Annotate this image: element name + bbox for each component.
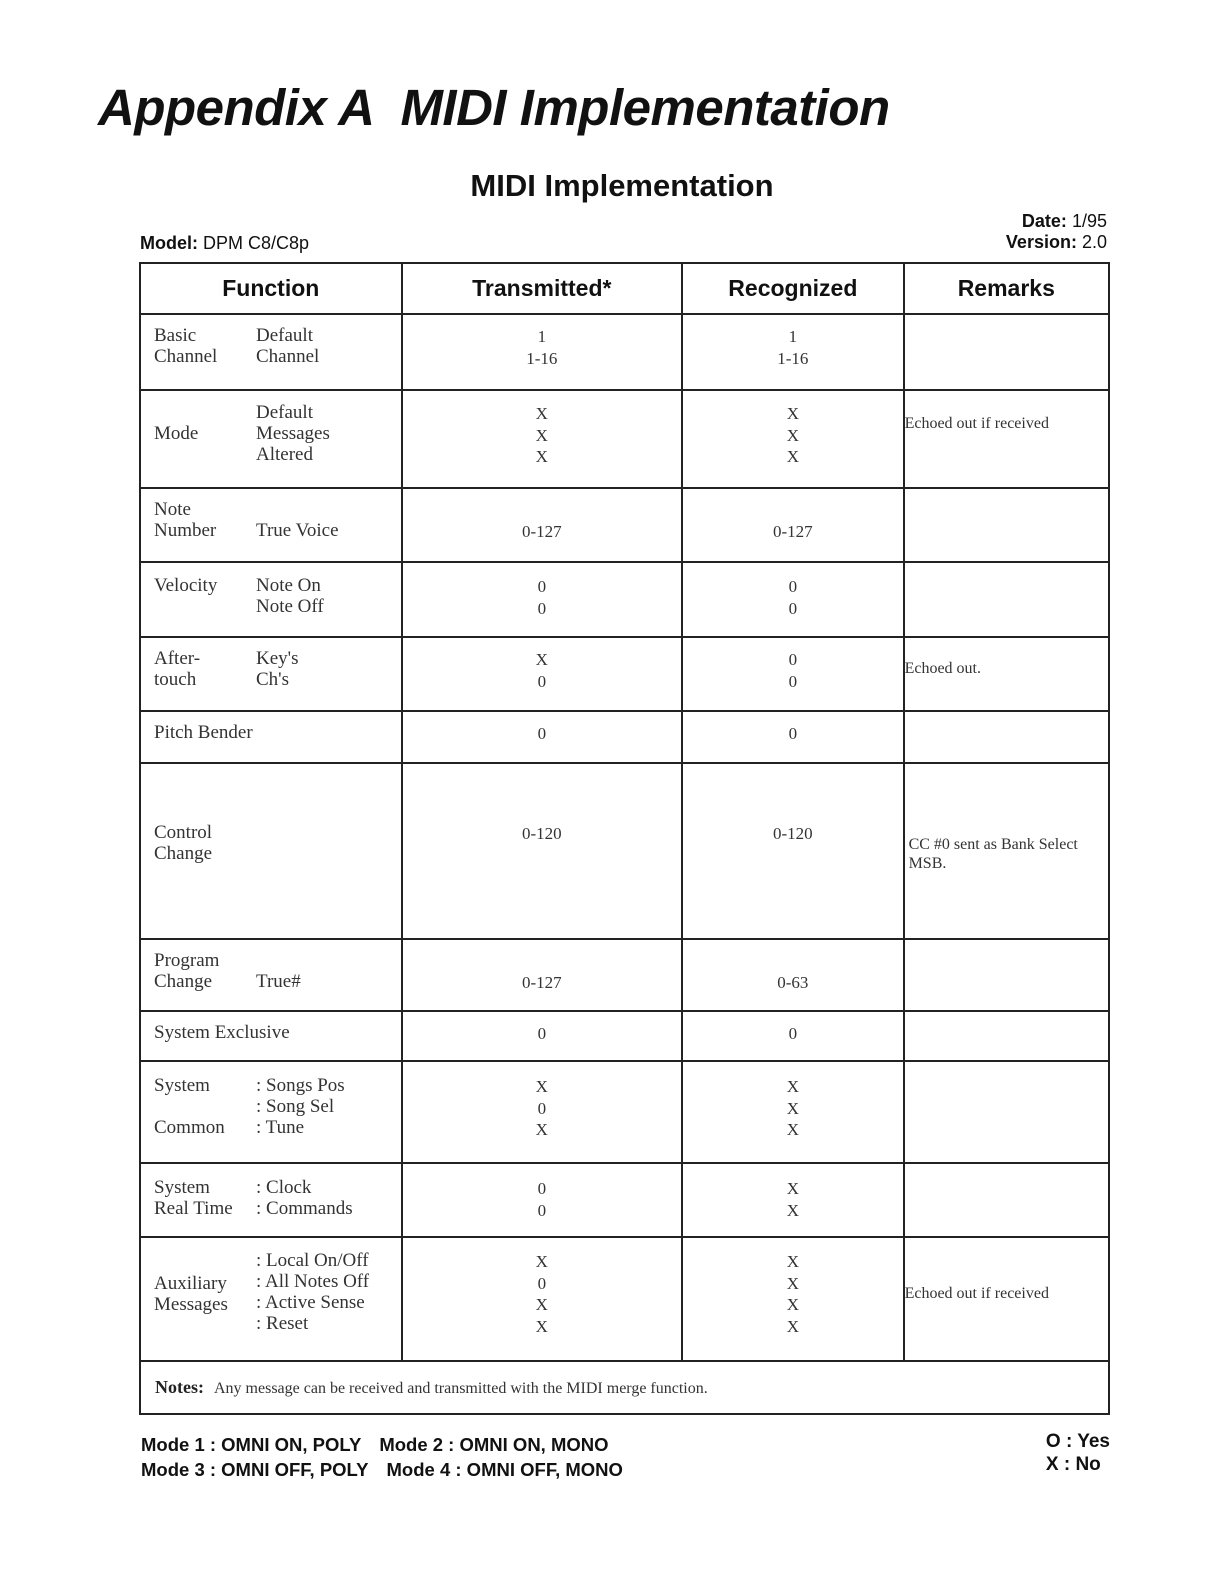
date-version-block: [1006, 211, 1107, 253]
legend-no: X : No: [1045, 1454, 1101, 1475]
appendix-heading: [98, 78, 890, 137]
table-row: [140, 711, 1109, 763]
value: X: [786, 1295, 799, 1314]
notes-cell: [140, 1361, 1109, 1414]
function-label: Real Time: [154, 1198, 233, 1219]
function-cell: [140, 939, 402, 1011]
value: X: [786, 1316, 799, 1336]
value: 0: [788, 650, 798, 669]
function-label: Note: [154, 499, 191, 520]
header-transmitted: Transmitted*: [402, 263, 683, 314]
recognized-cell: [682, 763, 903, 939]
mode-legend: [141, 1432, 623, 1482]
table-row: [140, 1163, 1109, 1237]
function-sublabel: Messages: [256, 423, 330, 444]
version-line: [1006, 232, 1107, 253]
function-sublabel: Key's: [256, 648, 299, 669]
appendix-title: MIDI Implementation: [400, 79, 890, 136]
transmitted-cell: [402, 314, 683, 390]
date-line: [1006, 211, 1107, 232]
function-sublabel: : All Notes Off: [256, 1271, 370, 1292]
function-sublabel: : Active Sense: [256, 1292, 365, 1313]
value: 0-63: [777, 973, 809, 992]
value: 0: [537, 1200, 547, 1220]
value: X: [535, 1252, 548, 1271]
value: X: [786, 447, 799, 466]
recognized-cell: [682, 314, 903, 390]
value: 1: [537, 327, 547, 346]
recognized-cell: [682, 1011, 903, 1061]
function-sublabel: : Reset: [256, 1313, 309, 1334]
recognized-cell: [682, 390, 903, 488]
remark-text: Echoed out if received: [904, 415, 1049, 432]
value: X: [786, 1273, 799, 1293]
value: X: [786, 1077, 799, 1096]
function-label: Messages: [154, 1294, 228, 1315]
transmitted-cell: [402, 1237, 683, 1361]
value: 0-120: [521, 824, 562, 843]
transmitted-cell: [402, 637, 683, 711]
table-row: [140, 763, 1109, 939]
transmitted-cell: [402, 1011, 683, 1061]
value: X: [786, 1120, 799, 1139]
function-sublabel: Altered: [256, 444, 313, 465]
value: 0: [788, 1024, 798, 1043]
function-label: System: [154, 1177, 210, 1198]
value: X: [786, 1252, 799, 1271]
value: X: [535, 447, 548, 466]
recognized-cell: [682, 562, 903, 637]
mode-2: Mode 2 : OMNI ON, MONO: [379, 1434, 609, 1455]
value: 1: [788, 327, 798, 346]
header-recognized: Recognized: [682, 263, 903, 314]
value: 0: [788, 598, 798, 618]
value: 0: [537, 724, 547, 743]
transmitted-cell: [402, 763, 683, 939]
function-cell: [140, 390, 402, 488]
mode-4: Mode 4 : OMNI OFF, MONO: [386, 1459, 623, 1480]
value: 0-120: [773, 824, 813, 843]
value: X: [786, 1179, 799, 1198]
function-sublabel: Default: [256, 402, 313, 423]
value: 0: [537, 1179, 547, 1198]
value: 0: [537, 1024, 547, 1043]
recognized-cell: [682, 488, 903, 562]
function-label: Pitch Bender: [154, 722, 253, 743]
remarks-cell: [904, 637, 1109, 711]
function-sublabel: : Songs Pos: [256, 1075, 345, 1096]
remarks-cell: [904, 390, 1109, 488]
function-cell: [140, 488, 402, 562]
value: 0: [537, 1273, 547, 1293]
remark-text: CC #0 sent as Bank Select MSB.: [908, 836, 1078, 872]
table-row: [140, 314, 1109, 390]
value: 0-127: [521, 973, 562, 992]
function-cell: [140, 1061, 402, 1163]
transmitted-cell: [402, 939, 683, 1011]
value: 0: [537, 598, 547, 618]
recognized-cell: [682, 939, 903, 1011]
value: X: [535, 1120, 548, 1139]
value: X: [535, 650, 548, 669]
header-function: Function: [140, 263, 402, 314]
transmitted-cell: [402, 562, 683, 637]
transmitted-cell: [402, 390, 683, 488]
midi-implementation-table: [139, 262, 1110, 1415]
value: 0: [788, 671, 798, 691]
value: X: [535, 1077, 548, 1096]
remark-text: Echoed out if received: [904, 1285, 1049, 1302]
remarks-cell: [904, 562, 1109, 637]
value: 0: [537, 1098, 547, 1118]
function-label: Common: [154, 1117, 225, 1138]
transmitted-cell: [402, 1061, 683, 1163]
version-label: Version:: [1005, 232, 1077, 252]
value: X: [786, 1200, 799, 1220]
function-label: System Exclusive: [154, 1022, 290, 1043]
date-value: 1/95: [1071, 211, 1107, 231]
function-sublabel: True#: [256, 971, 301, 992]
function-sublabel: Note On: [256, 575, 321, 596]
transmitted-cell: [402, 488, 683, 562]
version-value: 2.0: [1081, 232, 1107, 252]
table-row: [140, 1061, 1109, 1163]
value: 1-16: [526, 348, 558, 368]
table-row: [140, 637, 1109, 711]
remarks-cell: [904, 1237, 1109, 1361]
remarks-cell: [904, 1061, 1109, 1163]
page-title: MIDI Implementation: [470, 168, 774, 203]
function-label: touch: [154, 669, 197, 690]
transmitted-cell: [402, 1163, 683, 1237]
model-line: [140, 233, 309, 254]
function-cell: [140, 1237, 402, 1361]
yes-no-legend: [1046, 1430, 1110, 1476]
mode-3: Mode 3 : OMNI OFF, POLY: [141, 1459, 369, 1480]
appendix-label: Appendix A: [98, 79, 375, 136]
notes-row: [140, 1361, 1109, 1414]
remark-text: Echoed out.: [904, 660, 981, 677]
remarks-cell: [904, 488, 1109, 562]
date-label: Date:: [1021, 211, 1067, 231]
function-cell: [140, 711, 402, 763]
recognized-cell: [682, 1163, 903, 1237]
remarks-cell: [904, 1011, 1109, 1061]
function-label: Mode: [154, 423, 199, 444]
model-label: Model:: [140, 233, 198, 253]
remarks-cell: [904, 711, 1109, 763]
function-sublabel: Note Off: [256, 596, 324, 617]
function-cell: [140, 314, 402, 390]
remarks-cell: [904, 1163, 1109, 1237]
function-label: After-: [154, 648, 201, 669]
header-remarks: Remarks: [904, 263, 1109, 314]
function-sublabel: Ch's: [256, 669, 289, 690]
remarks-cell: [904, 939, 1109, 1011]
function-label: Channel: [154, 346, 218, 367]
function-sublabel: : Tune: [256, 1117, 305, 1138]
function-label: System: [154, 1075, 210, 1096]
value: X: [786, 404, 799, 423]
table-row: [140, 1237, 1109, 1361]
function-cell: [140, 562, 402, 637]
remarks-cell: [904, 763, 1109, 939]
function-cell: [140, 1163, 402, 1237]
remarks-cell: [904, 314, 1109, 390]
legend-yes: O : Yes: [1045, 1431, 1110, 1452]
function-cell: [140, 763, 402, 939]
table-row: [140, 390, 1109, 488]
function-label: Velocity: [154, 575, 218, 596]
function-label: Change: [154, 971, 213, 992]
value: X: [786, 1098, 799, 1118]
notes-text: Any message can be received and transmitted with the MIDI merge function.: [213, 1380, 708, 1397]
function-sublabel: : Clock: [256, 1177, 312, 1198]
value: X: [535, 404, 548, 423]
table-row: [140, 562, 1109, 637]
value: X: [535, 1295, 548, 1314]
function-cell: [140, 1011, 402, 1061]
value: 1-16: [777, 348, 809, 368]
table-header-row: [140, 263, 1109, 314]
function-sublabel: True Voice: [256, 520, 339, 541]
value: 0: [537, 671, 547, 691]
value: X: [786, 425, 799, 445]
table-row: [140, 1011, 1109, 1061]
function-cell: [140, 637, 402, 711]
function-label: Program: [154, 950, 220, 971]
recognized-cell: [682, 711, 903, 763]
value: 0-127: [521, 522, 562, 541]
recognized-cell: [682, 1237, 903, 1361]
value: 0: [537, 577, 547, 596]
value: 0: [788, 577, 798, 596]
function-label: Change: [154, 843, 213, 864]
model-value: DPM C8/C8p: [203, 233, 310, 253]
function-sublabel: Channel: [256, 346, 320, 367]
notes-label: Notes:: [155, 1377, 204, 1397]
function-label: Number: [154, 520, 217, 541]
table-row: [140, 488, 1109, 562]
value: 0-127: [773, 522, 813, 541]
table-row: [140, 939, 1109, 1011]
function-label: Basic: [154, 325, 197, 346]
function-sublabel: : Local On/Off: [256, 1250, 369, 1271]
value: 0: [788, 724, 798, 743]
function-sublabel: : Song Sel: [256, 1096, 335, 1117]
transmitted-cell: [402, 711, 683, 763]
function-label: Auxiliary: [154, 1273, 227, 1294]
value: X: [535, 425, 548, 445]
value: X: [535, 1316, 548, 1336]
recognized-cell: [682, 1061, 903, 1163]
function-label: Control: [154, 822, 213, 843]
recognized-cell: [682, 637, 903, 711]
mode-1: Mode 1 : OMNI ON, POLY: [141, 1434, 362, 1455]
function-sublabel: Default: [256, 325, 313, 346]
function-sublabel: : Commands: [256, 1198, 353, 1219]
